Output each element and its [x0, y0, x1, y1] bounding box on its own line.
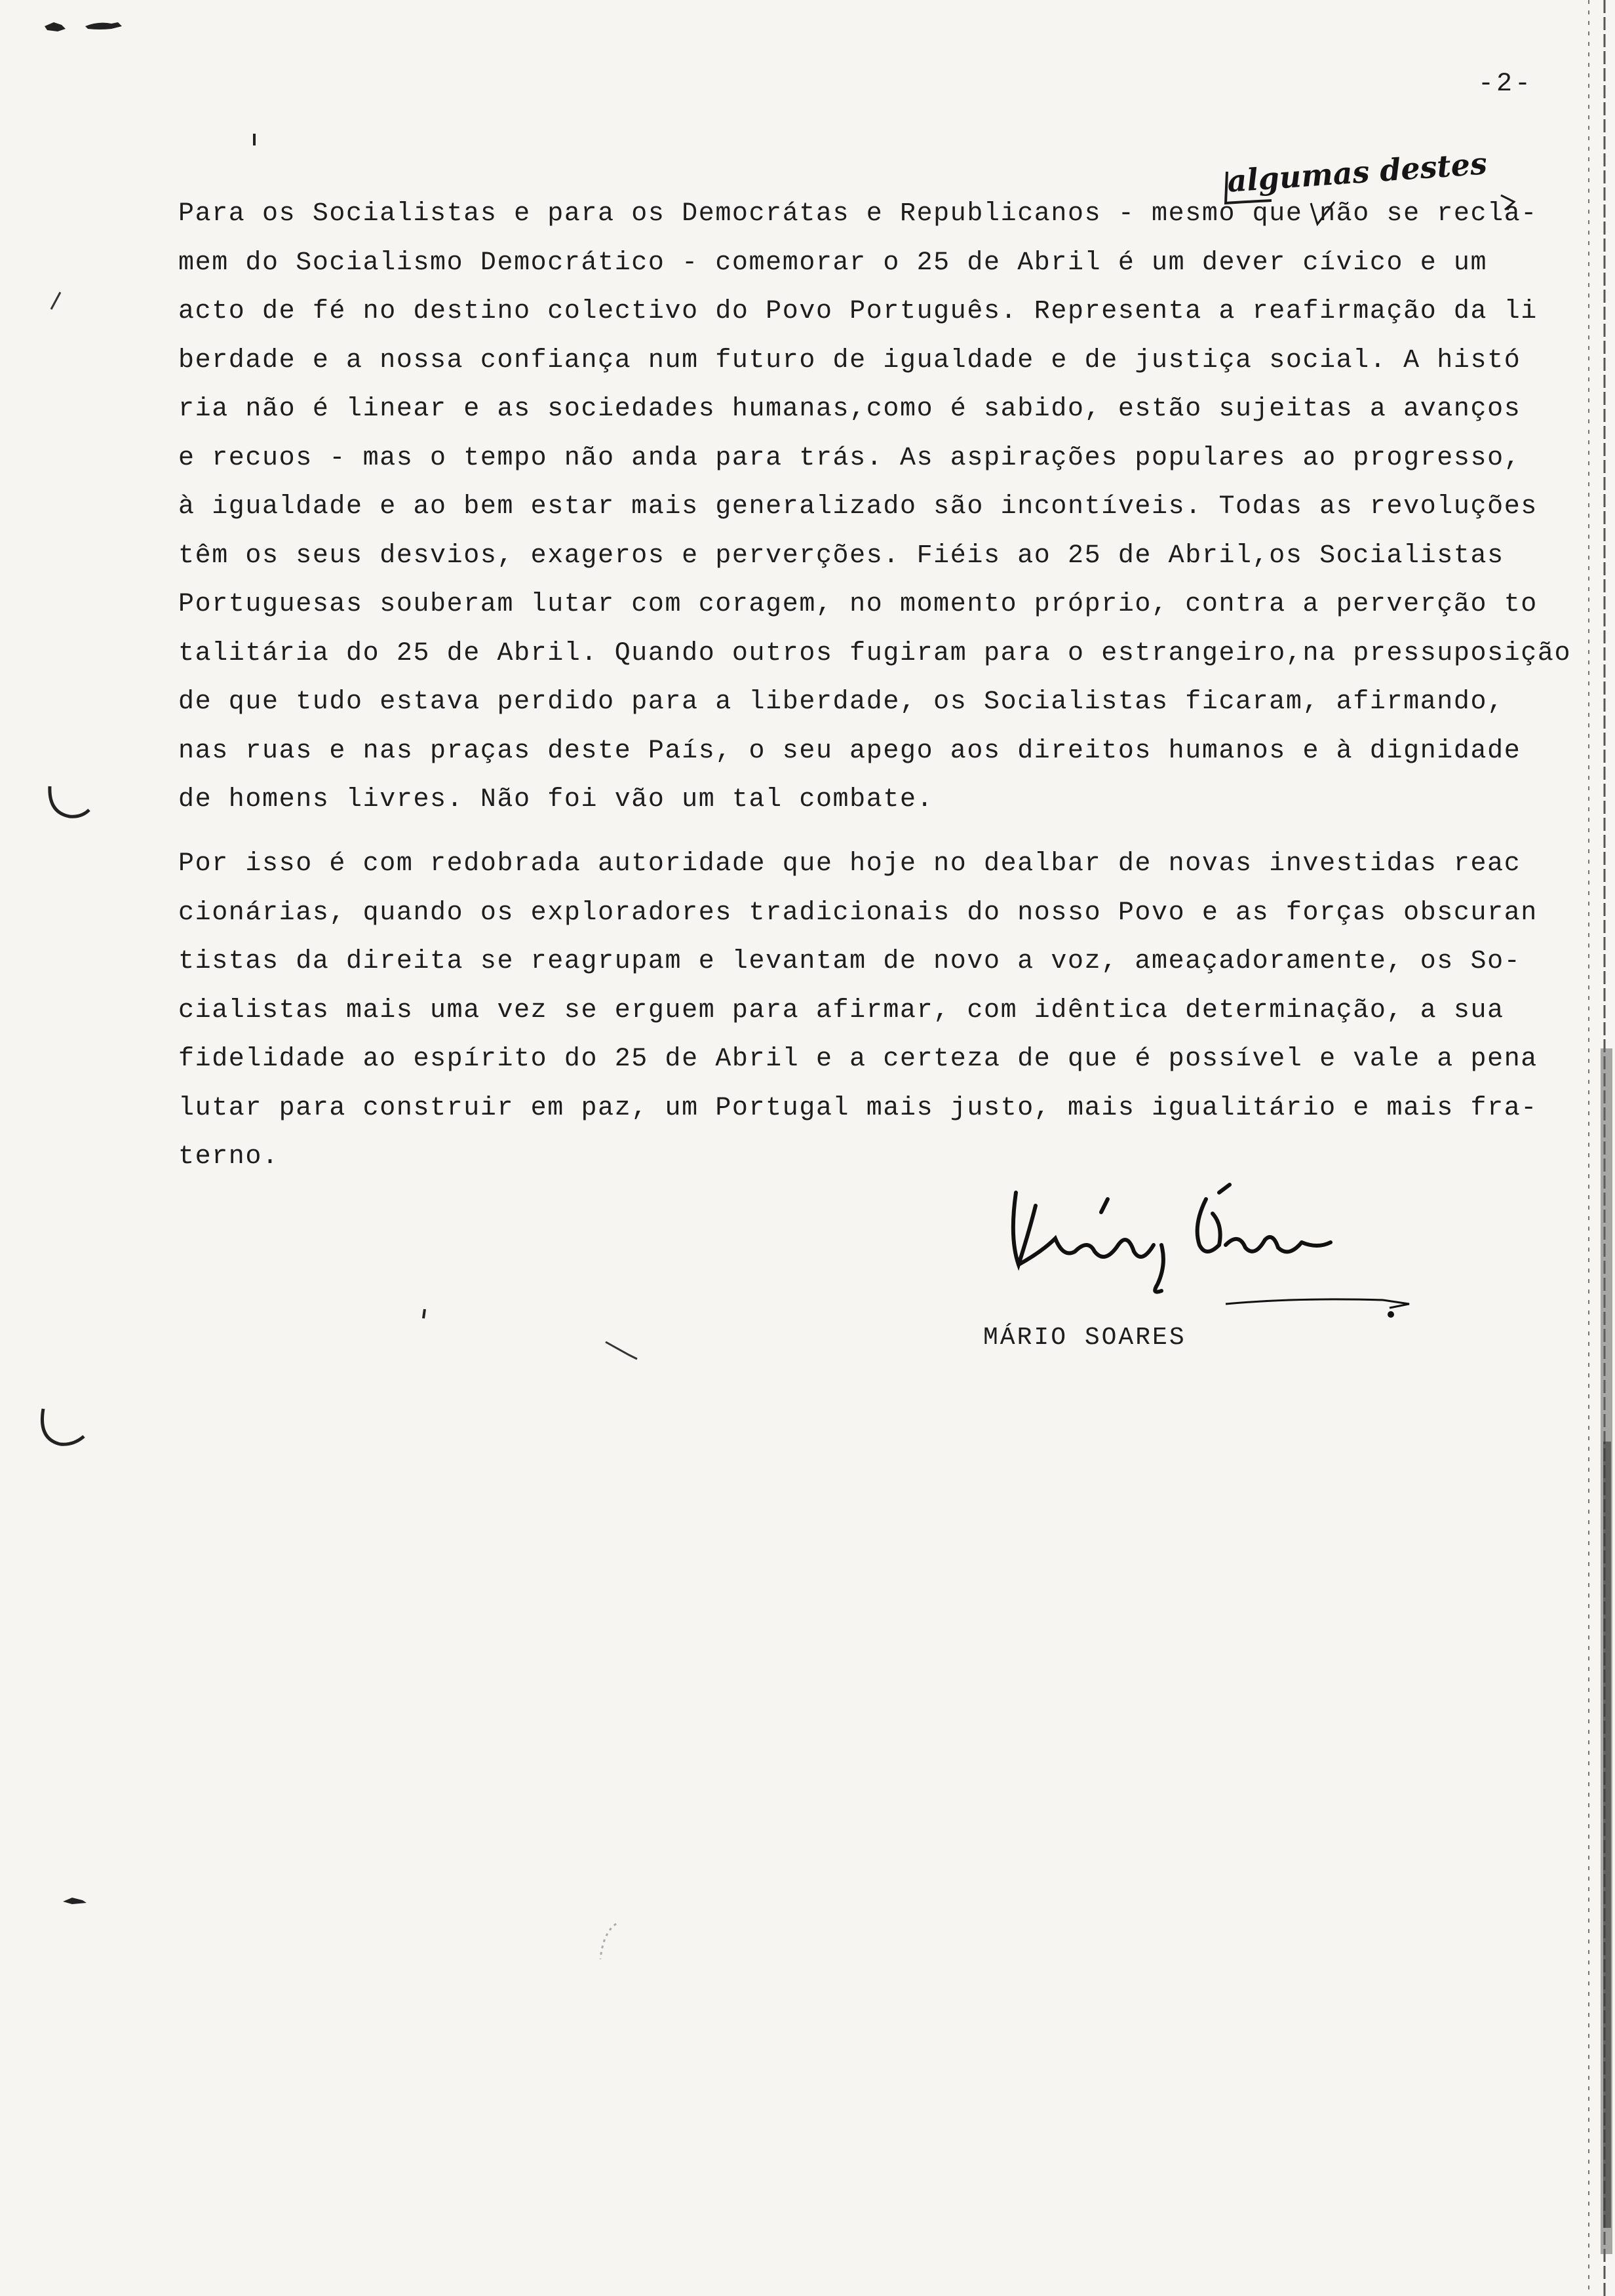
- text-line: de que tudo estava perdido para a liberdade, os Socialistas ficaram, afirmando,: [178, 687, 1504, 717]
- punch-mark-icon: [43, 780, 96, 826]
- text-line: berdade e a nossa confiança num futuro de igualdade e de justiça social. A histó: [178, 345, 1521, 375]
- text-line: acto de fé no destino colectivo do Povo Português. Representa a reafirmação da li: [178, 297, 1538, 326]
- scan-speck-icon: [603, 1337, 642, 1363]
- text-line: terno.: [178, 1142, 279, 1172]
- scan-speck-icon: [39, 14, 157, 34]
- scan-speck-icon: [590, 1920, 629, 1972]
- text-line: ria não é linear e as sociedades humanas,como é sabido, estão sujeitas a avanços: [178, 394, 1521, 424]
- text-line: e recuos - mas o tempo não anda para trás. As aspirações populares ao progresso,: [178, 443, 1521, 473]
- text-line: têm os seus desvios, exageros e perverções. Fiéis ao 25 de Abril,os Socialistas: [178, 541, 1504, 571]
- text-line: Por isso é com redobrada autoridade que hoje no dealbar de novas investidas reac: [178, 849, 1521, 879]
- scan-speck-icon: [46, 288, 66, 315]
- text-line: cialistas mais uma vez se erguem para afirmar, com idêntica determinação, a sua: [178, 995, 1504, 1025]
- paragraph-2: [178, 840, 1538, 1182]
- signatory-name: MÁRIO SOARES: [983, 1324, 1186, 1352]
- text-line: mem do Socialismo Democrático - comemorar o 25 de Abril é um dever cívico e um: [178, 248, 1488, 278]
- scan-border-icon: [1576, 0, 1615, 2296]
- text-line: talitária do 25 de Abril. Quando outros fugiram para o estrangeiro,na pressuposição: [178, 638, 1572, 668]
- signature-icon: [990, 1166, 1449, 1324]
- text-line: nas ruas e nas praças deste País, o seu apego aos direitos humanos e à dignidade: [178, 736, 1521, 766]
- handwritten-annotation: algumas destes: [1226, 145, 1489, 199]
- scan-speck-icon: [419, 1308, 430, 1321]
- text-line: de homens livres. Não foi vão um tal combate.: [178, 785, 934, 814]
- text-line: tistas da direita se reagrupam e levantam de novo a voz, ameaçadoramente, os So-: [178, 947, 1521, 976]
- scan-speck-icon: [249, 131, 260, 151]
- text-line: cionárias, quando os exploradores tradicionais do nosso Povo e as forças obscuran: [178, 898, 1538, 928]
- text-line: lutar para construir em paz, um Portugal mais justo, mais igualitário e mais fra-: [178, 1093, 1538, 1123]
- text-line: Portuguesas souberam lutar com coragem, no momento próprio, contra a perverção to: [178, 590, 1538, 619]
- text-line: à igualdade e ao bem estar mais generalizado são incontíveis. Todas as revoluções: [178, 492, 1538, 522]
- paragraph-1: [178, 190, 1572, 825]
- punch-mark-icon: [34, 1402, 93, 1455]
- text-line: fidelidade ao espírito do 25 de Abril e a certeza de que é possível e vale a pena: [178, 1044, 1538, 1074]
- scan-speck-icon: [59, 1894, 92, 1907]
- page-number: -2-: [1478, 69, 1534, 99]
- text-line: Para os Socialistas e para os Democrátas e Republicanos - mesmo que não se recla-: [178, 199, 1538, 229]
